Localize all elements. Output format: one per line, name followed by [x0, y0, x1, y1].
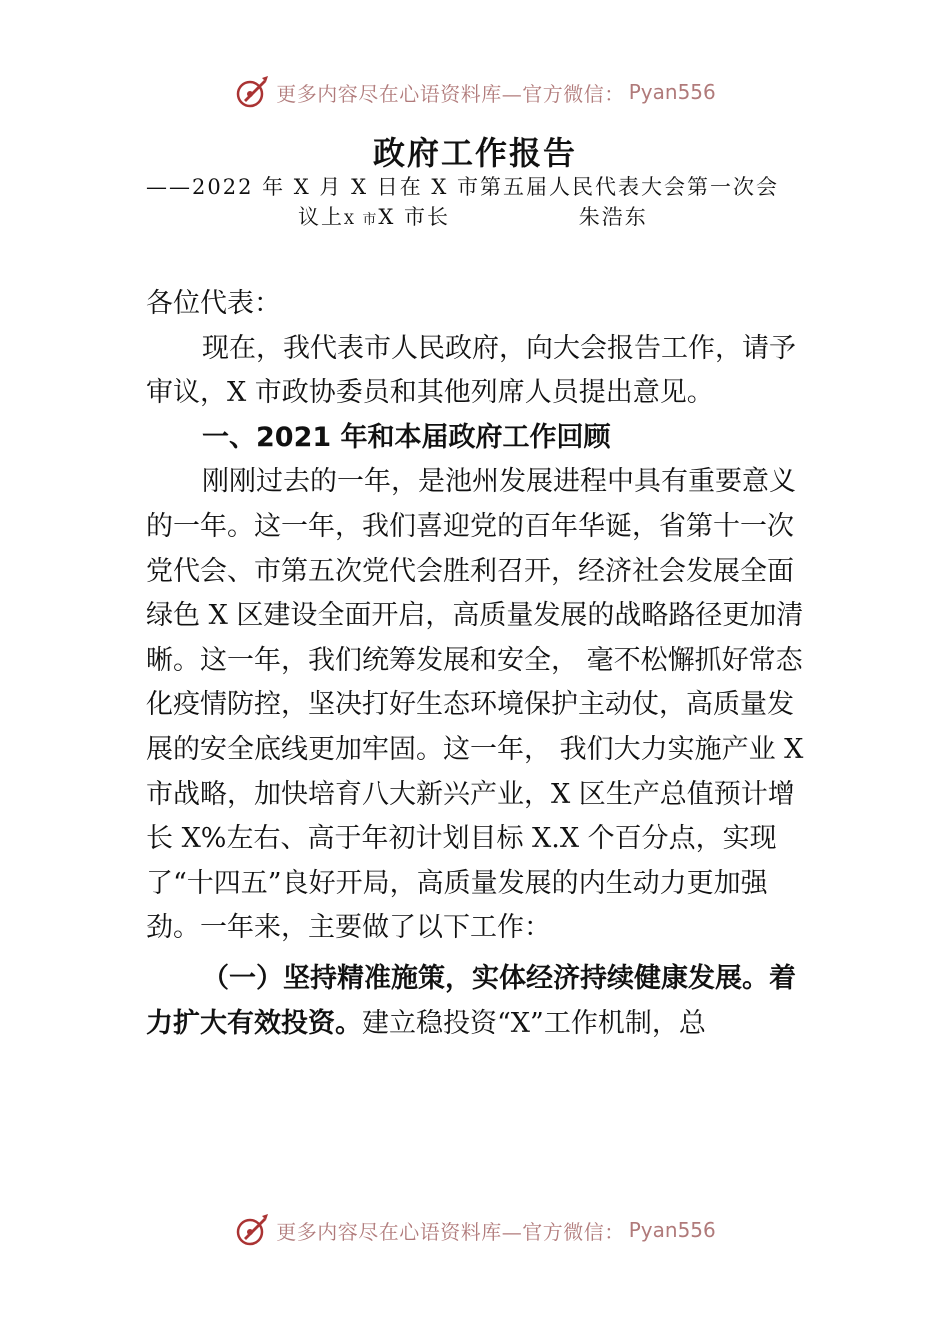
subsection-lead: 着力扩大有效投资。	[146, 962, 796, 1039]
document-body	[146, 282, 814, 1046]
watermark-text: 更多内容尽在心语资料库—官方微信：	[276, 81, 625, 106]
header-watermark-banner	[0, 70, 950, 114]
quill-pen-logo-icon	[234, 74, 270, 110]
speaker-name: 朱浩东	[578, 205, 648, 229]
watermark-wechat-id: Pyan556	[628, 1218, 716, 1242]
subtitle-line-1: ——2022 年 X 月 X 日在 X 市第五届人民代表大会第一次会	[146, 175, 780, 199]
quill-pen-logo-icon	[234, 1212, 270, 1248]
section-heading: 一、2021 年和本届政府工作回顾	[202, 421, 611, 453]
subtitle-small-text: X 市	[344, 212, 379, 228]
document-title: 政府工作报告	[372, 134, 577, 172]
footer-watermark-banner	[0, 1208, 950, 1252]
watermark-wechat-id: Pyan556	[628, 80, 716, 104]
subsection-text: 建立稳投资“X”工作机制，总	[362, 1007, 706, 1039]
subtitle-position: X 市长	[378, 205, 451, 229]
subsection-paragraph	[146, 957, 814, 1046]
intro-paragraph: 现在，我代表市人民政府，向大会报告工作，请予审议，X 市政协委员和其他列席人员提出意见。	[146, 332, 796, 409]
subtitle-line-2	[298, 202, 818, 235]
subsection-heading: （一）坚持精准施策，实体经济持续健康发展。	[202, 962, 769, 994]
salutation: 各位代表：	[146, 288, 281, 319]
subtitle-prefix: 议上	[298, 205, 344, 229]
review-paragraph: 刚刚过去的一年，是池州发展进程中具有重要意义的一年。这一年，我们喜迎党的百年华诞，省第十一次党代会、市第五次党代会胜利召开，经济社会发展全面绿色 X 区建设全面开启，高质量发展的战略路径更加清晰。这一年，我们统筹发展和安全， 毫不松懈抓好常态化疫情防控，坚决打好生态环境保护主动仗，高质量发展的安全底线更加牢固。这一年， 我们大力实施产业 X 市战略，加快培育八大新兴产业，X 区生产总值预计增长 X%左右、高于年初计划目标 X.X 个百分点，实现了“十四五”良好开局，高质量发展的内生动力更加强劲。一年来，主要做了以下工作：	[146, 466, 804, 944]
watermark-text: 更多内容尽在心语资料库—官方微信：	[276, 1219, 625, 1244]
